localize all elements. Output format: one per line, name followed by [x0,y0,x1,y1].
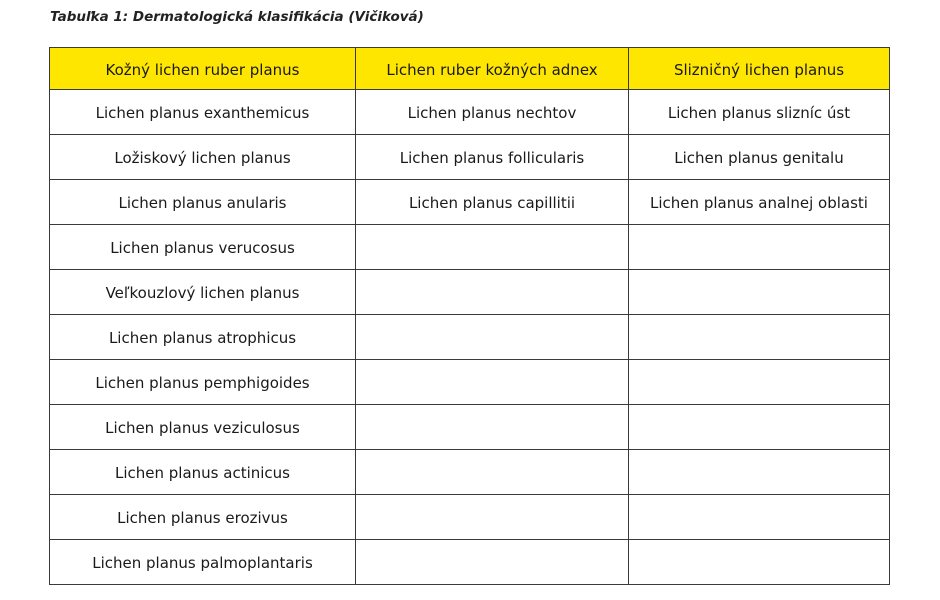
table-cell: Lichen planus follicularis [356,135,629,180]
table-cell [356,405,629,450]
table-cell: Lichen planus atrophicus [50,315,356,360]
table-cell: Lichen planus actinicus [50,450,356,495]
table-cell [356,495,629,540]
table-cell [629,360,890,405]
table-cell [356,225,629,270]
table-cell: Ložiskový lichen planus [50,135,356,180]
header-cell-skin: Kožný lichen ruber planus [50,48,356,90]
header-row [50,48,890,90]
header-cell-adnexa: Lichen ruber kožných adnex [356,48,629,90]
table-cell: Lichen planus exanthemicus [50,90,356,135]
table-cell: Lichen planus erozivus [50,495,356,540]
table-cell: Lichen planus palmoplantaris [50,540,356,585]
table-header [50,48,890,90]
table-body [50,90,890,585]
table-row [50,495,890,540]
table-cell [629,540,890,585]
table-cell [629,405,890,450]
table-cell [356,540,629,585]
table-cell: Lichen planus capillitii [356,180,629,225]
classification-table [49,47,890,585]
table-cell: Veľkouzlový lichen planus [50,270,356,315]
table-row [50,135,890,180]
header-cell-mucosal: Slizničný lichen planus [629,48,890,90]
table-caption: Tabuľka 1: Dermatologická klasifikácia (Vičiková) [50,9,424,25]
table-row [50,360,890,405]
table-row [50,270,890,315]
table-cell [629,270,890,315]
table-cell [356,360,629,405]
table-row [50,405,890,450]
table-cell: Lichen planus genitalu [629,135,890,180]
table-cell [356,270,629,315]
table-cell: Lichen planus verucosus [50,225,356,270]
table-cell: Lichen planus pemphigoides [50,360,356,405]
table-cell [629,225,890,270]
table-cell [356,315,629,360]
table-cell [629,495,890,540]
table-cell [629,450,890,495]
table-cell: Lichen planus nechtov [356,90,629,135]
table-row [50,90,890,135]
table-cell [629,315,890,360]
table-cell: Lichen planus anularis [50,180,356,225]
table-cell: Lichen planus veziculosus [50,405,356,450]
table-row [50,225,890,270]
table-row [50,540,890,585]
table-row [50,450,890,495]
table-cell [356,450,629,495]
table-row [50,315,890,360]
table-cell: Lichen planus analnej oblasti [629,180,890,225]
table-cell: Lichen planus slizníc úst [629,90,890,135]
table-row [50,180,890,225]
